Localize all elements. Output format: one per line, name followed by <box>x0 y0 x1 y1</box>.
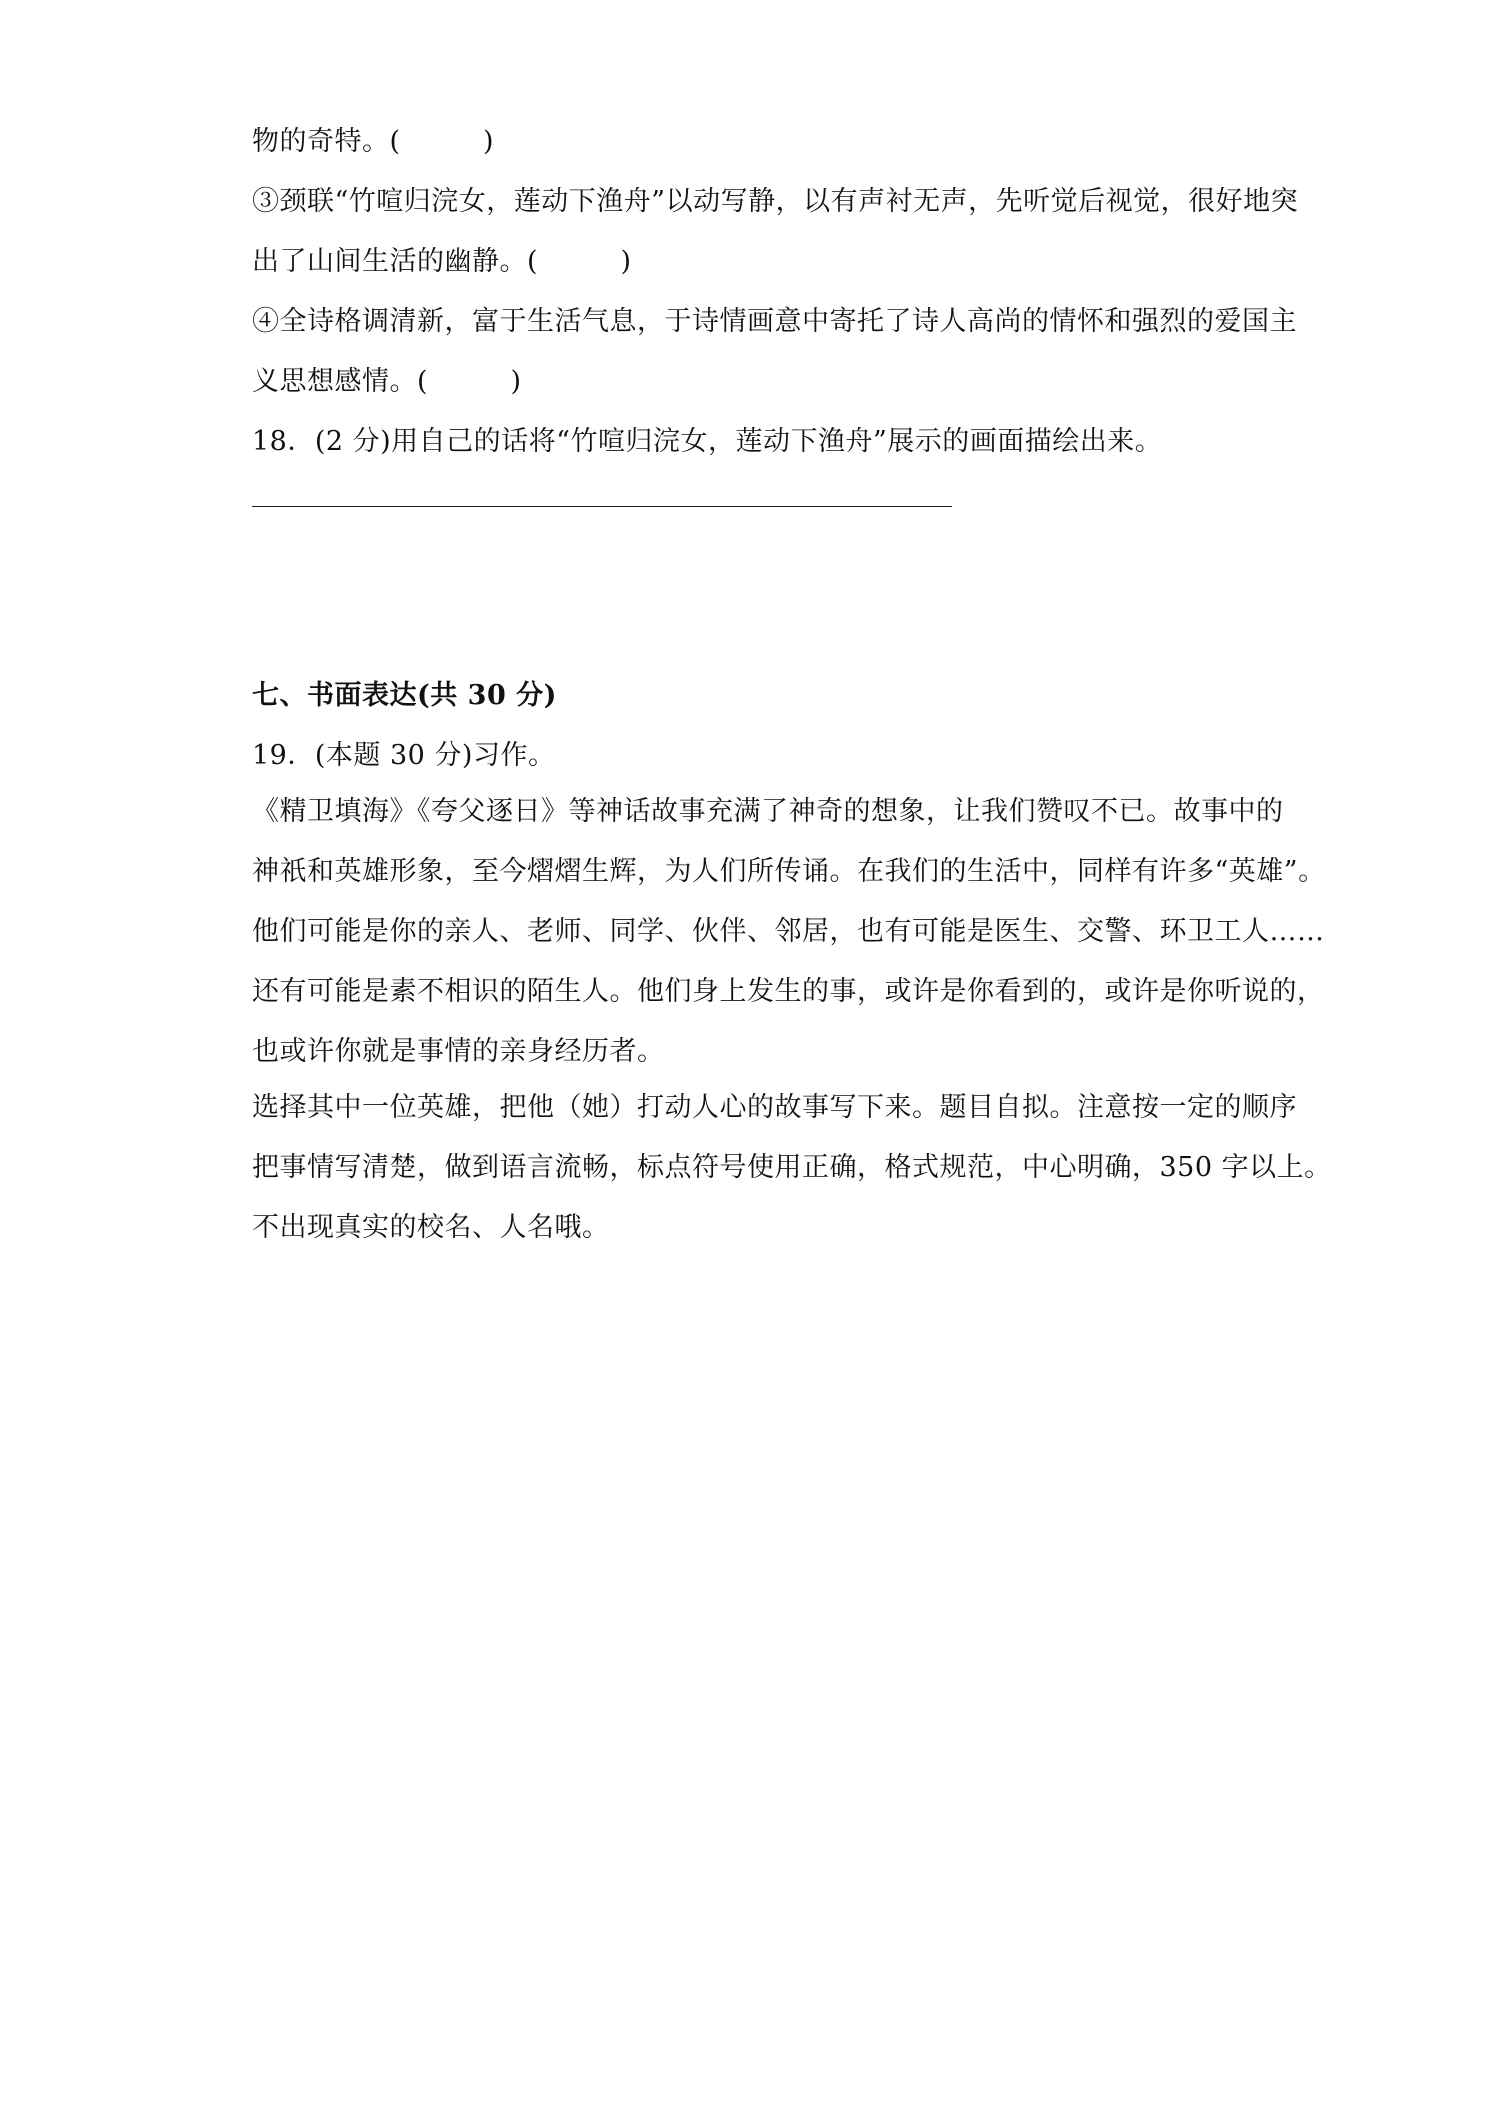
prompt-line-4: 还有可能是素不相识的陌生人。他们身上发生的事，或许是你看到的，或许是你听说的， <box>252 976 1325 1007</box>
section-heading-writing: 七、书面表达(共 30 分) <box>252 680 557 711</box>
instruction-line-2: 把事情写清楚，做到语言流畅，标点符号使用正确，格式规范，中心明确，350 字以上。 <box>252 1152 1332 1183</box>
prompt-line-1: 《精卫填海》《夸父逐日》等神话故事充满了神奇的想象，让我们赞叹不已。故事中的 <box>252 796 1284 827</box>
answer-line-18[interactable] <box>252 506 952 507</box>
q17-option3: ③颈联“竹喧归浣女，莲动下渔舟”以动写静，以有声衬无声，先听觉后视觉，很好地突 <box>252 186 1299 217</box>
question-19: 19．(本题 30 分)习作。 <box>252 740 556 771</box>
instruction-line-3: 不出现真实的校名、人名哦。 <box>252 1212 610 1243</box>
instruction-line-1: 选择其中一位英雄，把他（她）打动人心的故事写下来。题目自拟。注意按一定的顺序 <box>252 1092 1297 1123</box>
prompt-line-3: 他们可能是你的亲人、老师、同学、伙伴、邻居，也有可能是医生、交警、环卫工人…… <box>252 916 1325 947</box>
question-18: 18．(2 分)用自己的话将“竹喧归浣女，莲动下渔舟”展示的画面描绘出来。 <box>252 426 1163 457</box>
prompt-line-5: 也或许你就是事情的亲身经历者。 <box>252 1036 665 1067</box>
prompt-line-2: 神祇和英雄形象，至今熠熠生辉，为人们所传诵。在我们的生活中，同样有许多“英雄”。 <box>252 856 1326 887</box>
q17-option4-continuation: 义思想感情。( ) <box>252 366 522 397</box>
q17-option2-continuation: 物的奇特。( ) <box>252 126 495 157</box>
q17-option3-continuation: 出了山间生活的幽静。( ) <box>252 246 632 277</box>
q17-option4: ④全诗格调清新，富于生活气息，于诗情画意中寄托了诗人高尚的情怀和强烈的爱国主 <box>252 306 1297 337</box>
